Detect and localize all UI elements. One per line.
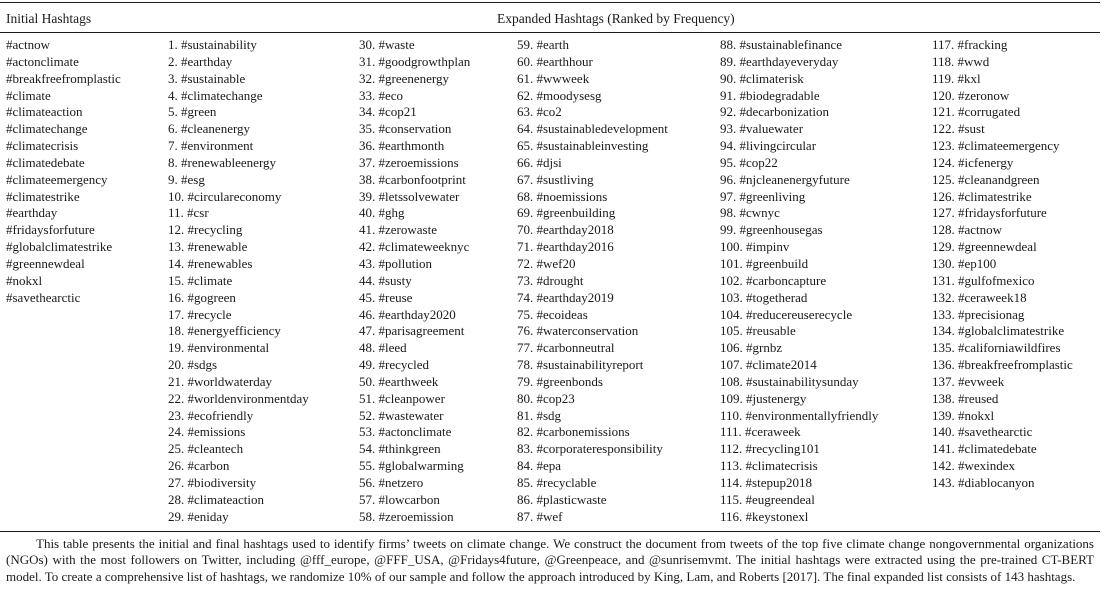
- hashtag-entry: 138. #reused: [932, 390, 999, 406]
- hashtag-entry: 42. #climateweeknyc: [359, 239, 470, 255]
- hashtag-entry: #fridaysforfuture: [6, 222, 95, 238]
- hashtag-entry: 140. #savethearctic: [932, 424, 1033, 440]
- hashtag-entry: 112. #recycling101: [720, 441, 820, 457]
- hashtag-entry: 87. #wef: [517, 508, 563, 524]
- hashtag-entry: 69. #greenbuilding: [517, 205, 616, 221]
- hashtag-entry: 55. #globalwarming: [359, 458, 464, 474]
- hashtag-entry: #nokxl: [6, 272, 43, 288]
- hashtag-entry: 107. #climate2014: [720, 357, 817, 373]
- hashtag-entry: 122. #sust: [932, 121, 985, 137]
- hashtag-entry: 111. #ceraweek: [720, 424, 801, 440]
- expanded-hashtags-column-5: [932, 37, 1073, 492]
- table-header-rule: [0, 32, 1100, 33]
- hashtag-entry: 132. #ceraweek18: [932, 289, 1027, 305]
- hashtag-entry: 33. #eco: [359, 87, 404, 103]
- hashtag-entry: 110. #environmentallyfriendly: [720, 407, 879, 423]
- hashtag-entry: 37. #zeroemissions: [359, 154, 459, 170]
- hashtag-entry: 99. #greenhousegas: [720, 222, 823, 238]
- hashtag-entry: 85. #recyclable: [517, 474, 597, 490]
- expanded-hashtags-header: Expanded Hashtags (Ranked by Frequency): [497, 11, 735, 26]
- hashtag-entry: 72. #wef20: [517, 255, 576, 271]
- hashtag-entry: 25. #cleantech: [168, 441, 244, 457]
- hashtag-entry: 67. #sustliving: [517, 171, 594, 187]
- hashtag-entry: #greennewdeal: [6, 255, 85, 271]
- hashtag-entry: 114. #stepup2018: [720, 474, 812, 490]
- hashtag-entry: 117. #fracking: [932, 37, 1008, 52]
- hashtag-entry: 4. #climatechange: [168, 87, 263, 103]
- hashtag-entry: 44. #susty: [359, 272, 412, 288]
- hashtag-entry: 34. #cop21: [359, 104, 417, 120]
- hashtag-entry: 135. #californiawildfires: [932, 340, 1061, 356]
- hashtag-entry: 28. #climateaction: [168, 491, 265, 507]
- hashtag-entry: 71. #earthday2016: [517, 239, 614, 255]
- hashtag-entry: 40. #ghg: [359, 205, 405, 221]
- hashtag-entry: 143. #diablocanyon: [932, 474, 1035, 490]
- hashtag-entry: 113. #climatecrisis: [720, 458, 818, 474]
- hashtag-entry: 50. #earthweek: [359, 373, 439, 389]
- hashtag-entry: 83. #corporateresponsibility: [517, 441, 663, 457]
- hashtag-entry: 141. #climatedebate: [932, 441, 1037, 457]
- hashtag-entry: 92. #decarbonization: [720, 104, 830, 120]
- hashtag-entry: 102. #carboncapture: [720, 272, 827, 288]
- hashtag-entry: 137. #evweek: [932, 373, 1005, 389]
- hashtag-entry: 123. #climateemergency: [932, 138, 1060, 154]
- hashtag-entry: 45. #reuse: [359, 289, 413, 305]
- hashtag-entry: 22. #worldenvironmentday: [168, 390, 309, 406]
- hashtag-entry: 106. #grnbz: [720, 340, 783, 356]
- hashtag-entry: 13. #renewable: [168, 239, 248, 255]
- expanded-hashtags-column-3: [517, 37, 668, 525]
- hashtag-entry: 86. #plasticwaste: [517, 491, 607, 507]
- hashtag-entry: 51. #cleanpower: [359, 390, 445, 406]
- hashtag-entry: 16. #gogreen: [168, 289, 236, 305]
- hashtag-entry: 84. #epa: [517, 458, 562, 474]
- hashtag-entry: #actonclimate: [6, 53, 79, 69]
- hashtag-entry: #climate: [6, 87, 51, 103]
- hashtag-entry: 62. #moodysesg: [517, 87, 602, 103]
- hashtag-entry: 101. #greenbuild: [720, 255, 809, 271]
- hashtag-entry: 30. #waste: [359, 37, 415, 52]
- hashtag-entry: 29. #eniday: [168, 508, 229, 524]
- hashtag-entry: 115. #eugreendeal: [720, 491, 815, 507]
- hashtag-entry: 116. #keystonexl: [720, 508, 809, 524]
- hashtag-entry: 128. #actnow: [932, 222, 1003, 238]
- hashtag-entry: 68. #noemissions: [517, 188, 608, 204]
- hashtag-entry: 124. #icfenergy: [932, 154, 1014, 170]
- hashtag-entry: #climateaction: [6, 104, 83, 120]
- hashtag-entry: 94. #livingcircular: [720, 138, 817, 154]
- hashtag-entry: 131. #gulfofmexico: [932, 272, 1035, 288]
- hashtag-entry: #climatestrike: [6, 188, 80, 204]
- hashtag-entry: 93. #valuewater: [720, 121, 804, 137]
- hashtag-entry: 41. #zerowaste: [359, 222, 437, 238]
- hashtag-entry: 139. #nokxl: [932, 407, 995, 423]
- hashtag-entry: 38. #carbonfootprint: [359, 171, 466, 187]
- hashtag-entry: 109. #justenergy: [720, 390, 807, 406]
- table-note: This table presents the initial and final hashtags used to identify firms’ tweets on climate change. We construct the document from tweets of the top five climate change nongovernmental organizations (NGOs) with the most followers on Twitter, including @fff_europe, @FFF_USA, @Fridays4future, @Greenpeace, and @sunrisemvmt. The initial hashtags were extracted using the pre-trained CT-BERT model. To create a comprehensive list of hashtags, we randomize 10% of our sample and follow the approach introduced by King, Lam, and Roberts [2017]. The final expanded list consists of 143 hashtags.: [6, 536, 1094, 584]
- hashtag-entry: 1. #sustainability: [168, 37, 257, 52]
- hashtag-entry: 121. #corrugated: [932, 104, 1021, 120]
- hashtag-entry: 80. #cop23: [517, 390, 575, 406]
- hashtag-entry: 74. #earthday2019: [517, 289, 614, 305]
- hashtag-entry: 18. #energyefficiency: [168, 323, 281, 339]
- hashtag-entry: 8. #renewableenergy: [168, 154, 277, 170]
- hashtag-entry: 43. #pollution: [359, 255, 432, 271]
- hashtag-entry: 136. #breakfreefromplastic: [932, 357, 1073, 373]
- hashtag-entry: 95. #cop22: [720, 154, 778, 170]
- hashtag-entry: 58. #zeroemission: [359, 508, 454, 524]
- hashtag-entry: 98. #cwnyc: [720, 205, 780, 221]
- hashtag-entry: 100. #impinv: [720, 239, 790, 255]
- hashtag-entry: #globalclimatestrike: [6, 239, 113, 255]
- hashtag-entry: 66. #djsi: [517, 154, 562, 170]
- hashtag-entry: 31. #goodgrowthplan: [359, 53, 471, 69]
- table-bottom-rule: [0, 531, 1100, 532]
- hashtag-entry: #breakfreefromplastic: [6, 70, 121, 86]
- table-top-rule: [0, 2, 1100, 3]
- hashtag-entry: 3. #sustainable: [168, 70, 246, 86]
- hashtag-entry: 64. #sustainabledevelopment: [517, 121, 668, 137]
- hashtag-entry: 130. #ep100: [932, 255, 997, 271]
- hashtag-entry: 11. #csr: [168, 205, 209, 221]
- hashtag-entry: 27. #biodiversity: [168, 474, 257, 490]
- initial-hashtags-column: [6, 37, 121, 307]
- hashtag-entry: 133. #precisionag: [932, 306, 1025, 322]
- hashtag-entry: 89. #earthdayeveryday: [720, 53, 839, 69]
- hashtag-entry: 81. #sdg: [517, 407, 562, 423]
- hashtag-entry: #climatecrisis: [6, 138, 79, 154]
- hashtag-entry: 77. #carbonneutral: [517, 340, 615, 356]
- hashtag-entry: 91. #biodegradable: [720, 87, 820, 103]
- hashtag-entry: 75. #ecoideas: [517, 306, 588, 322]
- hashtag-entry: 59. #earth: [517, 37, 569, 52]
- hashtag-entry: 108. #sustainabilitysunday: [720, 373, 859, 389]
- hashtag-entry: #savethearctic: [6, 289, 81, 305]
- hashtag-entry: 49. #recycled: [359, 357, 430, 373]
- hashtag-entry: 9. #esg: [168, 171, 205, 187]
- hashtag-entry: 103. #togetherad: [720, 289, 808, 305]
- hashtag-entry: 20. #sdgs: [168, 357, 218, 373]
- hashtag-entry: 127. #fridaysforfuture: [932, 205, 1047, 221]
- hashtag-entry: 26. #carbon: [168, 458, 230, 474]
- hashtag-entry: 5. #green: [168, 104, 217, 120]
- hashtag-entry: 96. #njcleanenergyfuture: [720, 171, 850, 187]
- hashtag-entry: 21. #worldwaterday: [168, 373, 272, 389]
- hashtag-entry: 119. #kxl: [932, 70, 981, 86]
- hashtag-entry: 88. #sustainablefinance: [720, 37, 843, 52]
- hashtag-entry: 54. #thinkgreen: [359, 441, 441, 457]
- hashtag-entry: 70. #earthday2018: [517, 222, 614, 238]
- hashtag-entry: 125. #cleanandgreen: [932, 171, 1040, 187]
- hashtag-entry: 56. #netzero: [359, 474, 424, 490]
- hashtag-entry: 19. #environmental: [168, 340, 270, 356]
- hashtag-entry: 52. #wastewater: [359, 407, 444, 423]
- hashtag-entry: 46. #earthday2020: [359, 306, 456, 322]
- hashtag-entry: #actnow: [6, 37, 51, 52]
- hashtag-entry: 134. #globalclimatestrike: [932, 323, 1065, 339]
- hashtag-entry: 10. #circulareconomy: [168, 188, 282, 204]
- hashtag-entry: 60. #earthhour: [517, 53, 593, 69]
- hashtag-entry: 126. #climatestrike: [932, 188, 1032, 204]
- hashtag-entry: 97. #greenliving: [720, 188, 806, 204]
- hashtag-entry: 61. #wwweek: [517, 70, 590, 86]
- hashtag-entry: #climatechange: [6, 121, 88, 137]
- expanded-hashtags-column-2: [359, 37, 470, 525]
- hashtag-entry: 142. #wexindex: [932, 458, 1016, 474]
- hashtag-entry: 120. #zeronow: [932, 87, 1010, 103]
- hashtag-entry: 36. #earthmonth: [359, 138, 445, 154]
- expanded-hashtags-column-1: [168, 37, 309, 525]
- hashtag-entry: 118. #wwd: [932, 53, 990, 69]
- hashtag-entry: 14. #renewables: [168, 255, 253, 271]
- hashtag-entry: 57. #lowcarbon: [359, 491, 440, 507]
- hashtag-entry: 7. #environment: [168, 138, 254, 154]
- hashtag-entry: 12. #recycling: [168, 222, 243, 238]
- hashtag-entry: 76. #waterconservation: [517, 323, 639, 339]
- hashtag-entry: #climatedebate: [6, 154, 85, 170]
- hashtag-entry: 73. #drought: [517, 272, 584, 288]
- hashtag-entry: 39. #letssolvewater: [359, 188, 460, 204]
- hashtag-entry: 129. #greennewdeal: [932, 239, 1037, 255]
- hashtag-entry: 78. #sustainabilityreport: [517, 357, 644, 373]
- hashtag-entry: 65. #sustainableinvesting: [517, 138, 649, 154]
- hashtag-entry: 104. #reducereuserecycle: [720, 306, 853, 322]
- expanded-hashtags-column-4: [720, 37, 878, 525]
- hashtag-entry: 23. #ecofriendly: [168, 407, 254, 423]
- hashtag-entry: #climateemergency: [6, 171, 108, 187]
- hashtag-entry: 24. #emissions: [168, 424, 246, 440]
- hashtag-entry: 17. #recycle: [168, 306, 232, 322]
- hashtag-entry: 2. #earthday: [168, 53, 233, 69]
- hashtag-entry: 82. #carbonemissions: [517, 424, 630, 440]
- hashtag-entry: 79. #greenbonds: [517, 373, 603, 389]
- hashtag-entry: 90. #climaterisk: [720, 70, 804, 86]
- hashtag-entry: 6. #cleanenergy: [168, 121, 251, 137]
- hashtag-entry: 32. #greenenergy: [359, 70, 450, 86]
- hashtag-entry: 63. #co2: [517, 104, 562, 120]
- hashtag-entry: 53. #actonclimate: [359, 424, 452, 440]
- hashtag-entry: 48. #leed: [359, 340, 407, 356]
- hashtag-entry: #earthday: [6, 205, 58, 221]
- hashtag-entry: 47. #parisagreement: [359, 323, 465, 339]
- hashtag-entry: 35. #conservation: [359, 121, 452, 137]
- hashtag-entry: 105. #reusable: [720, 323, 796, 339]
- hashtag-entry: 15. #climate: [168, 272, 233, 288]
- initial-hashtags-header: Initial Hashtags: [6, 11, 92, 26]
